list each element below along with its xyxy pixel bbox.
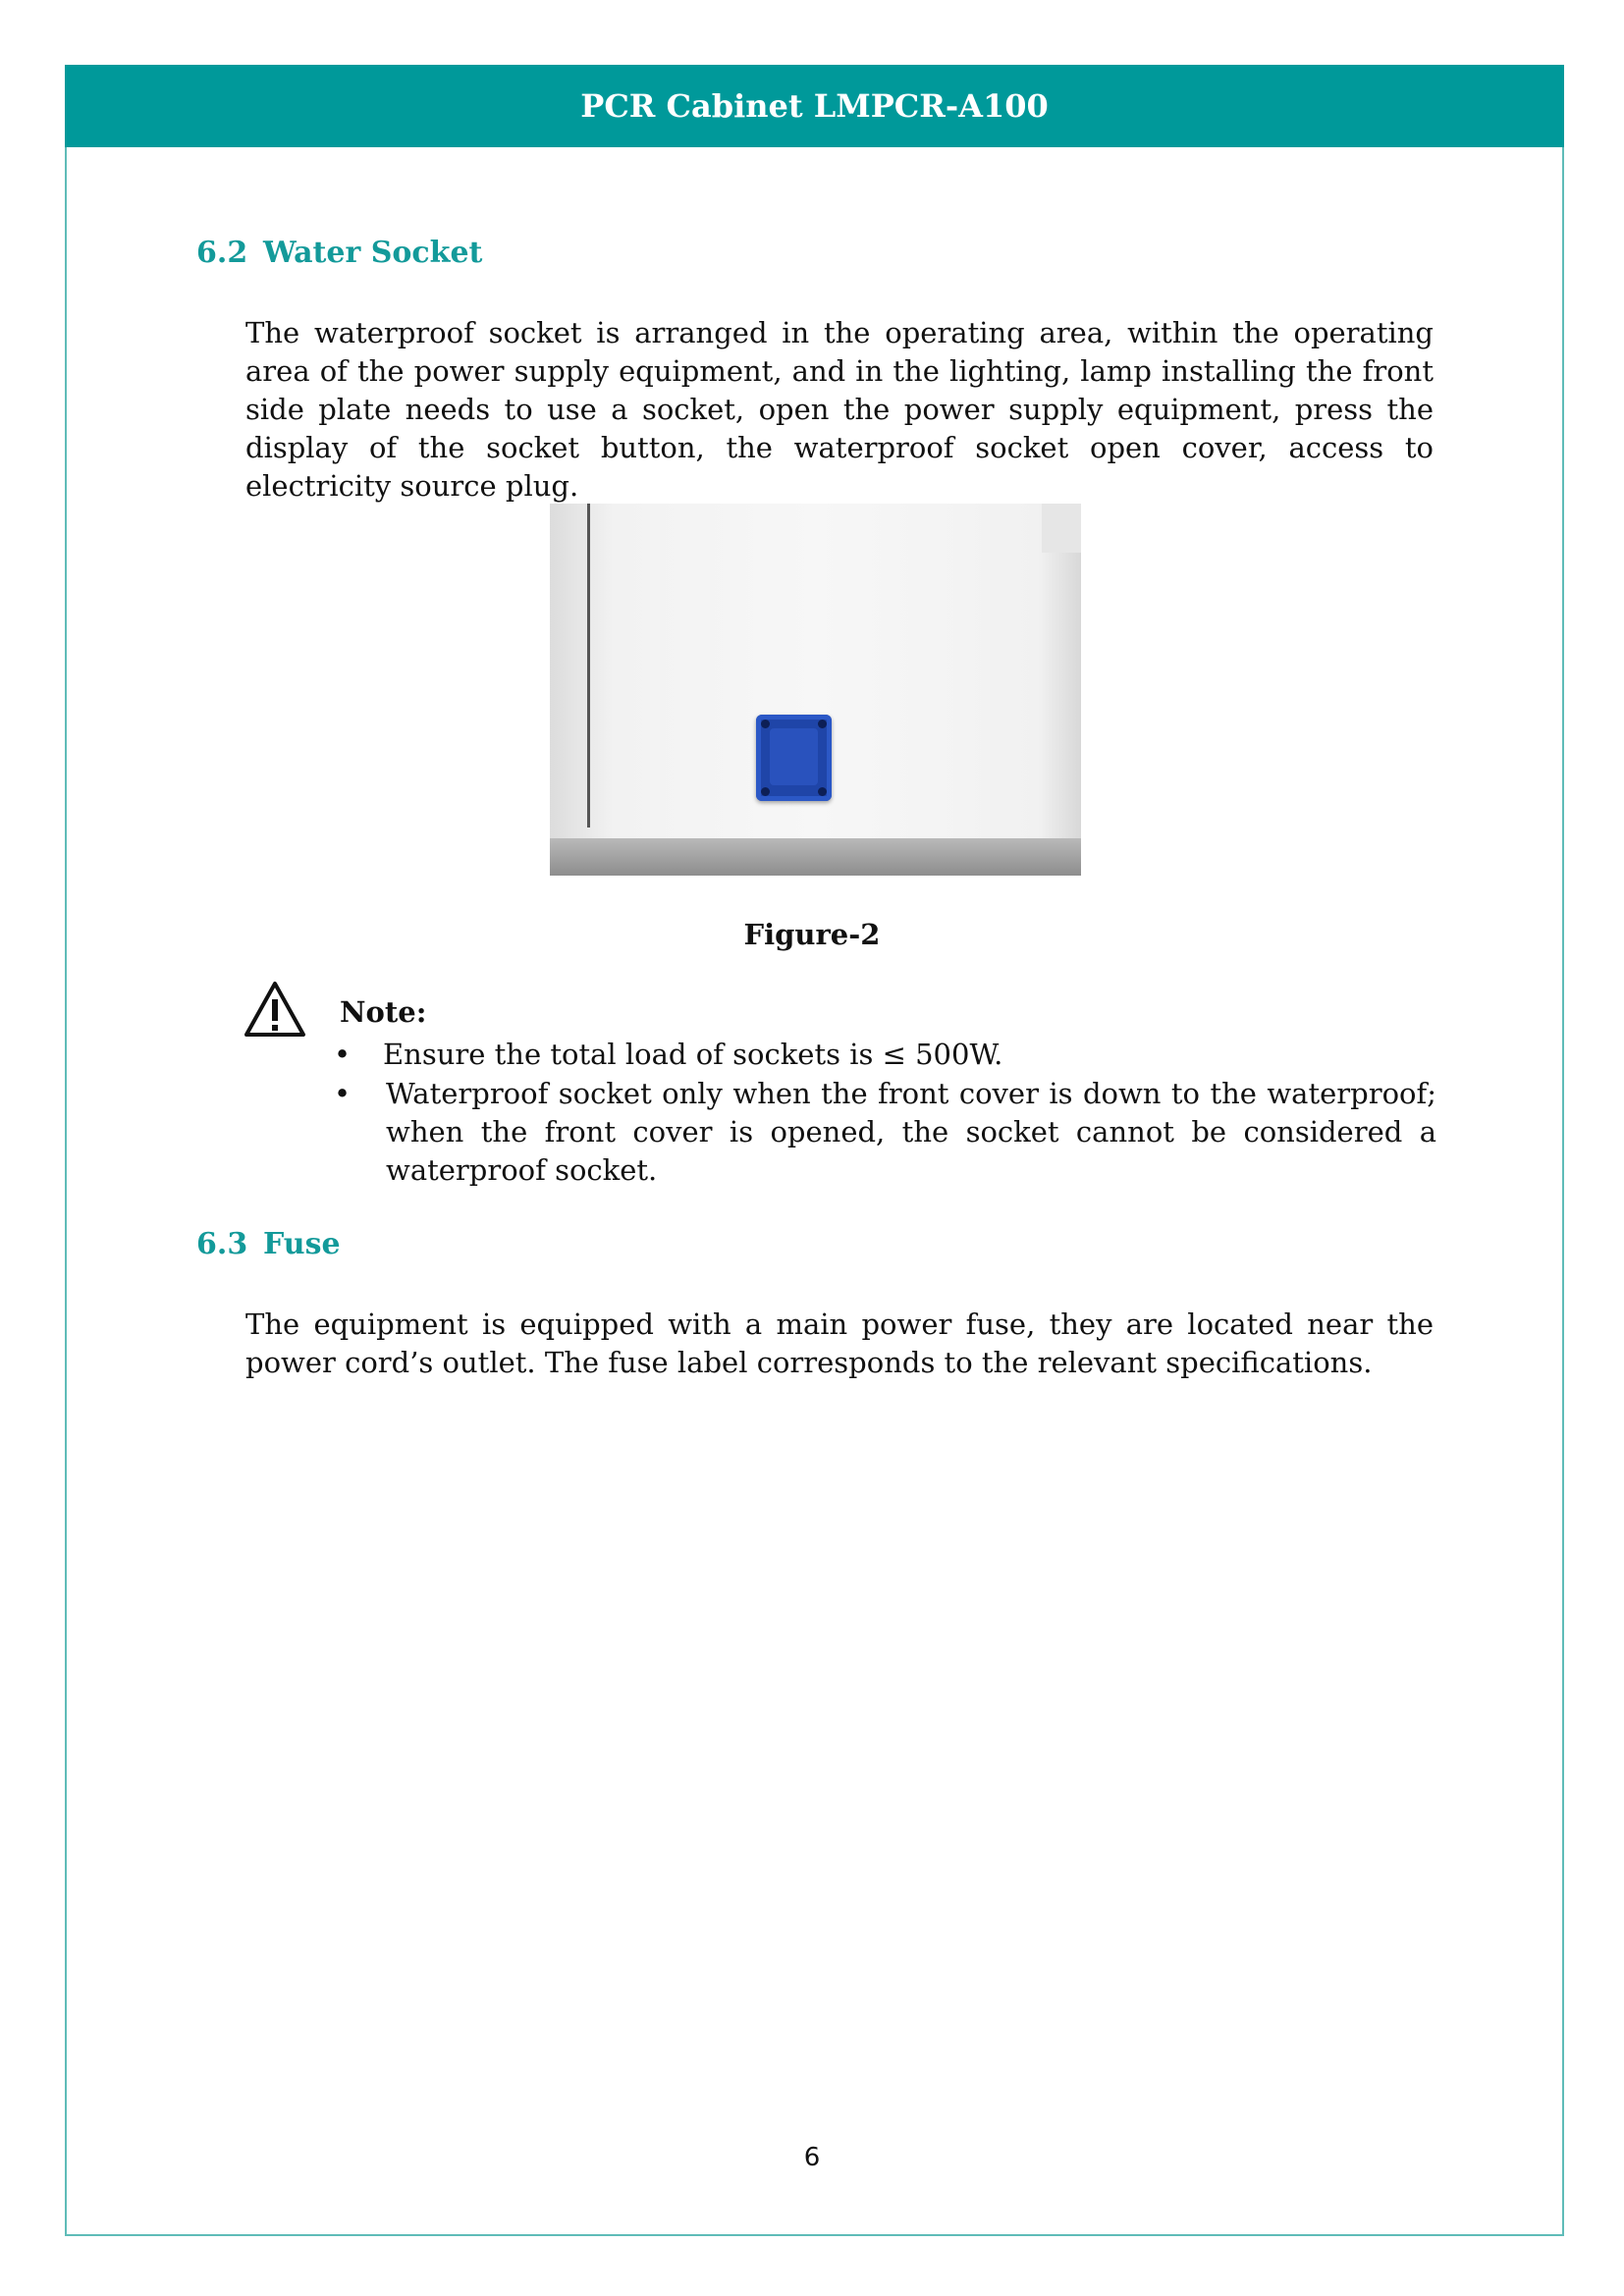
section-number: 6.2 <box>196 236 248 270</box>
waterproof-socket <box>756 715 832 801</box>
section-heading-water-socket <box>196 236 482 270</box>
section-title: Water Socket <box>263 236 483 270</box>
fuse-paragraph: The equipment is equipped with a main power fuse, they are located near the power cord’s outlet. The fuse label corresponds to the relevant specifications. <box>245 1308 1434 1379</box>
section-heading-fuse <box>196 1227 341 1261</box>
note-item-text: Ensure the total load of sockets is ≤ 500W. <box>383 1038 1003 1071</box>
section-title: Fuse <box>263 1227 341 1261</box>
work-surface <box>550 838 1081 876</box>
bullet-icon: • <box>334 1077 352 1110</box>
screw <box>761 787 770 796</box>
cabinet-corner <box>1042 504 1081 553</box>
warning-triangle-icon <box>244 980 306 1039</box>
bullet-icon: • <box>334 1038 352 1071</box>
note-title: Note: <box>340 995 427 1029</box>
screw <box>818 787 827 796</box>
page-number: 6 <box>803 2143 821 2172</box>
note-item-text: Waterproof socket only when the front cover is down to the waterproof; when the front cover is opened, the socket cannot be considered a waterproof socket. <box>386 1077 1436 1187</box>
section-number: 6.3 <box>196 1227 248 1261</box>
socket-cover <box>770 728 818 785</box>
screw <box>818 720 827 728</box>
page-header <box>65 65 1564 147</box>
document-title: PCR Cabinet LMPCR-A100 <box>580 87 1049 125</box>
screw <box>761 720 770 728</box>
figure-caption: Figure-2 <box>743 918 881 951</box>
socket-photo <box>550 504 1081 876</box>
cabinet-wall-edge <box>587 504 590 828</box>
water-socket-paragraph: The waterproof socket is arranged in the operating area, within the operating area of the power supply equipment, and in the lighting, lamp installing the front side plate needs to use a socket, open the power supply equipment, press the display of the socket button, the waterproof socket open cover, access to electricity source plug. <box>245 316 1434 503</box>
